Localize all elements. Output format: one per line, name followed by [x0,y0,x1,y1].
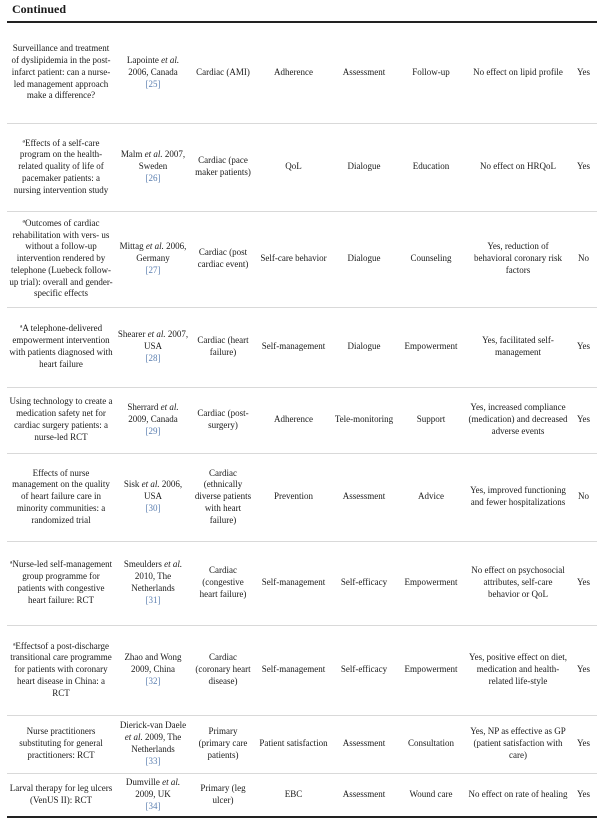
study-title-cell: ªOutcomes of cardiac rehabilitation with vers- us without a follow-up intervention rendered by telephone (Luebeck follow-up trial): overall and gender-specific effects [7,211,115,307]
author-name: Zhao and Wong 2009, China [124,652,182,675]
flag-cell: Yes [570,22,597,123]
flag-cell: Yes [570,715,597,773]
author-cell [115,22,191,123]
intervention-cell: Advice [396,453,466,541]
reference-link[interactable]: [30] [145,502,161,513]
studies-table [7,21,597,818]
table-row [7,541,597,625]
studies-table-body [7,22,597,817]
intervention-cell: Follow-up [396,22,466,123]
intervention-cell: Consultation [396,715,466,773]
flag-cell: Yes [570,387,597,453]
author-etal: et al. [160,402,179,413]
intervention-cell: Support [396,387,466,453]
author-year-country: 2006, USA [143,479,183,502]
setting-cell: Primary (primary care patients) [191,715,255,773]
result-cell: Yes, positive effect on diet, medication and health-related life-style [466,625,570,715]
flag-cell: No [570,211,597,307]
intervention-cell: Education [396,123,466,211]
approach-cell: Dialogue [332,211,396,307]
intervention-cell: Empowerment [396,625,466,715]
author-year-country: 2007, Sweden [138,149,186,172]
table-row [7,211,597,307]
author-etal: et al. [147,329,166,340]
author-etal: et al. [164,559,183,570]
author-cell [115,453,191,541]
outcome-cell: Patient satisfaction [255,715,332,773]
outcome-cell: QoL [255,123,332,211]
author-cell [115,211,191,307]
outcome-cell: Self-management [255,541,332,625]
flag-cell: Yes [570,541,597,625]
author-year-country: 2007, USA [143,329,189,352]
study-title-cell: ªEffects of a self-care program on the health-related quality of life of pacemaker patients: a nursing intervention study [7,123,115,211]
outcome-cell: Prevention [255,453,332,541]
author-year-country: 2006, Germany [136,241,187,264]
approach-cell: Assessment [332,773,396,817]
reference-link[interactable]: [28] [145,352,161,363]
study-title-cell: ªEffectsof a post-discharge transitional care programme for patients with coronary heart disease in China: a RCT [7,625,115,715]
setting-cell: Cardiac (post-surgery) [191,387,255,453]
reference-link[interactable]: [25] [145,78,161,89]
table-row [7,307,597,387]
author-cell [115,715,191,773]
intervention-cell: Counseling [396,211,466,307]
author-name: Shearer [117,329,148,340]
author-cell [115,625,191,715]
table-row [7,123,597,211]
intervention-cell: Empowerment [396,541,466,625]
table-row [7,387,597,453]
author-etal: et al. [124,732,143,743]
author-year-country: 2006, Canada [128,66,178,77]
author-name: Smeulders [123,559,165,570]
study-title-cell: ªA telephone-delivered empowerment intervention with patients diagnosed with heart failure [7,307,115,387]
flag-cell: Yes [570,123,597,211]
author-year-country: 2010, The Netherlands [131,571,175,593]
reference-link[interactable]: [32] [145,675,161,686]
reference-link[interactable]: [26] [145,172,161,183]
result-cell: Yes, facilitated self-management [466,307,570,387]
reference-link[interactable]: [34] [145,800,161,811]
result-cell: No effect on psychosocial attributes, self-care behavior or QoL [466,541,570,625]
flag-cell: Yes [570,773,597,817]
result-cell: No effect on HRQoL [466,123,570,211]
study-title-cell: Using technology to create a medication safety net for cardiac surgery patients: a nurse-led RCT [7,387,115,453]
study-title-cell: Larval therapy for leg ulcers (VenUS II): RCT [7,773,115,817]
table-continued-heading: Continued [12,2,67,16]
author-etal: et al. [144,149,163,160]
reference-link[interactable]: [27] [145,264,161,275]
outcome-cell: Self-care behavior [255,211,332,307]
setting-cell: Primary (leg ulcer) [191,773,255,817]
result-cell: No effect on lipid profile [466,22,570,123]
flag-cell: Yes [570,625,597,715]
author-cell [115,123,191,211]
outcome-cell: Adherence [255,387,332,453]
result-cell: Yes, increased compliance (medication) and decreased adverse events [466,387,570,453]
study-title-cell: Effects of nurse management on the quality of heart failure care in minority communities: a randomized trial [7,453,115,541]
author-etal: et al. [161,55,180,66]
author-cell [115,387,191,453]
approach-cell: Dialogue [332,307,396,387]
author-name: Sisk [123,479,142,490]
setting-cell: Cardiac (post cardiac event) [191,211,255,307]
setting-cell: Cardiac (ethnically diverse patients with heart failure) [191,453,255,541]
table-row [7,625,597,715]
approach-cell: Assessment [332,22,396,123]
author-name: Mittag [119,241,146,252]
approach-cell: Self-efficacy [332,541,396,625]
table-row [7,453,597,541]
setting-cell: Cardiac (heart failure) [191,307,255,387]
study-title-cell: ªNurse-led self-management group programme for patients with congestive heart failure: RCT [7,541,115,625]
author-cell [115,307,191,387]
flag-cell: Yes [570,307,597,387]
outcome-cell: Self-management [255,625,332,715]
author-name: Dumville [125,777,163,788]
intervention-cell: Empowerment [396,307,466,387]
table-row [7,773,597,817]
flag-cell: No [570,453,597,541]
setting-cell: Cardiac (pace maker patients) [191,123,255,211]
author-name: Sherrard [127,402,161,413]
result-cell: Yes, NP as effective as GP (patient satisfaction with care) [466,715,570,773]
outcome-cell: Adherence [255,22,332,123]
result-cell: Yes, improved functioning and fewer hospitalizations [466,453,570,541]
reference-link[interactable]: [31] [145,594,161,605]
setting-cell: Cardiac (coronary heart disease) [191,625,255,715]
author-etal: et al. [162,777,181,788]
approach-cell: Assessment [332,715,396,773]
author-year-country: 2009, Canada [128,414,178,425]
author-year-country: 2009, The Netherlands [131,732,182,754]
approach-cell: Dialogue [332,123,396,211]
approach-cell: Tele-monitoring [332,387,396,453]
outcome-cell: Self-management [255,307,332,387]
reference-link[interactable]: [33] [145,755,161,766]
author-year-country: 2009, UK [135,788,171,799]
author-etal: et al. [145,241,164,252]
table-row [7,715,597,773]
result-cell: Yes, reduction of behavioral coronary risk factors [466,211,570,307]
study-title-cell: Surveillance and treatment of dyslipidemia in the post-infarct patient: can a nurse-led management approach make a difference? [7,22,115,123]
reference-link[interactable]: [29] [145,425,161,436]
outcome-cell: EBC [255,773,332,817]
author-etal: et al. [141,479,160,490]
setting-cell: Cardiac (congestive heart failure) [191,541,255,625]
author-cell [115,541,191,625]
intervention-cell: Wound care [396,773,466,817]
result-cell: No effect on rate of healing [466,773,570,817]
approach-cell: Self-efficacy [332,625,396,715]
setting-cell: Cardiac (AMI) [191,22,255,123]
table-row [7,22,597,123]
study-title-cell: Nurse practitioners substituting for general practitioners: RCT [7,715,115,773]
approach-cell: Assessment [332,453,396,541]
author-name: Malm [120,149,145,160]
author-name: Lapointe [126,55,162,66]
author-name: Dierick-van Daele [119,720,187,731]
author-cell [115,773,191,817]
